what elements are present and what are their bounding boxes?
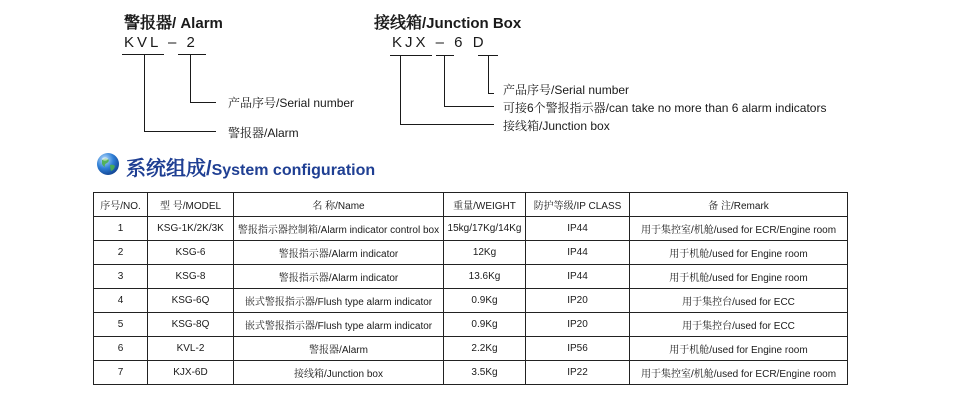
cell-ip-class: IP20: [526, 313, 630, 337]
table-row: [94, 241, 848, 265]
cell-model: KSG-1K/2K/3K: [148, 217, 234, 241]
alarm-serial-connector-h: [190, 102, 216, 103]
junction-type-label: 接线箱/Junction box: [503, 119, 610, 133]
cell-model: KSG-6Q: [148, 289, 234, 313]
cell-remark: 用于集控台/used for ECC: [630, 313, 848, 337]
table-row: [94, 265, 848, 289]
cell-weight: 2.2Kg: [444, 337, 526, 361]
junction-serial-label: 产品序号/Serial number: [503, 83, 630, 97]
section-title-en: System configuration: [211, 162, 376, 179]
cell-name: 接线箱/Junction box: [234, 361, 444, 385]
cell-weight: 0.9Kg: [444, 313, 526, 337]
junction-code-underline-2: [436, 55, 454, 56]
section-title: [126, 152, 375, 181]
junction-capacity-connector-h: [444, 106, 494, 107]
cell-weight: 15kg/17Kg/14Kg: [444, 217, 526, 241]
header-model: 型 号/MODEL: [148, 193, 234, 217]
junction-serial-connector-h: [488, 93, 494, 94]
system-configuration-table: [93, 192, 848, 385]
alarm-code-underline-2: [178, 54, 206, 55]
cell-no: 6: [94, 337, 148, 361]
alarm-serial-label: 产品序号/Serial number: [228, 96, 355, 110]
junction-model-code: KJX – 6 D: [392, 34, 487, 51]
junction-capacity-connector-v: [444, 55, 445, 106]
table-row: [94, 289, 848, 313]
cell-weight: 3.5Kg: [444, 361, 526, 385]
cell-name: 警报指示器控制箱/Alarm indicator control box: [234, 217, 444, 241]
cell-name: 警报器/Alarm: [234, 337, 444, 361]
cell-weight: 12Kg: [444, 241, 526, 265]
cell-no: 2: [94, 241, 148, 265]
cell-remark: 用于集控室/机舱/used for ECR/Engine room: [630, 361, 848, 385]
table-row: [94, 313, 848, 337]
cell-name: 警报指示器/Alarm indicator: [234, 241, 444, 265]
cell-no: 3: [94, 265, 148, 289]
cell-ip-class: IP44: [526, 265, 630, 289]
table-row: [94, 337, 848, 361]
section-title-slash: /: [206, 158, 212, 180]
globe-icon: [96, 152, 120, 176]
cell-remark: 用于机舱/used for Engine room: [630, 337, 848, 361]
cell-remark: 用于集控室/机舱/used for ECR/Engine room: [630, 217, 848, 241]
alarm-title: [124, 10, 223, 33]
alarm-title-cn: 警报器: [124, 15, 173, 32]
cell-ip-class: IP44: [526, 241, 630, 265]
junction-title: [374, 10, 521, 33]
alarm-serial-connector-v: [190, 54, 191, 102]
section-title-cn: 系统组成: [126, 158, 206, 180]
cell-no: 4: [94, 289, 148, 313]
cell-ip-class: IP20: [526, 289, 630, 313]
junction-title-en: /Junction Box: [422, 15, 522, 32]
cell-remark: 用于机舱/used for Engine room: [630, 265, 848, 289]
header-ip-class: 防护等级/IP CLASS: [526, 193, 630, 217]
header-weight: 重量/WEIGHT: [444, 193, 526, 217]
table-row: [94, 361, 848, 385]
junction-code-underline-1: [390, 55, 432, 56]
alarm-code-underline-1: [122, 54, 164, 55]
junction-type-connector-v: [400, 55, 401, 124]
cell-model: KJX-6D: [148, 361, 234, 385]
header-remark: 备 注/Remark: [630, 193, 848, 217]
alarm-title-en: / Alarm: [172, 15, 223, 32]
header-no: 序号/NO.: [94, 193, 148, 217]
cell-model: KSG-6: [148, 241, 234, 265]
cell-name: 警报指示器/Alarm indicator: [234, 265, 444, 289]
cell-remark: 用于集控台/used for ECC: [630, 289, 848, 313]
alarm-type-connector-v: [144, 54, 145, 132]
cell-model: KSG-8: [148, 265, 234, 289]
alarm-model-code: KVL – 2: [124, 34, 198, 51]
cell-ip-class: IP56: [526, 337, 630, 361]
cell-weight: 0.9Kg: [444, 289, 526, 313]
alarm-type-label: 警报器/Alarm: [228, 126, 299, 140]
table-header-row: [94, 193, 848, 217]
cell-ip-class: IP22: [526, 361, 630, 385]
junction-serial-connector-v: [488, 55, 489, 93]
cell-no: 7: [94, 361, 148, 385]
header-name: 名 称/Name: [234, 193, 444, 217]
table-row: [94, 217, 848, 241]
junction-title-cn: 接线箱: [374, 15, 423, 32]
cell-no: 5: [94, 313, 148, 337]
junction-capacity-label: 可接6个警报指示器/can take no more than 6 alarm indicators: [503, 101, 827, 115]
cell-weight: 13.6Kg: [444, 265, 526, 289]
cell-no: 1: [94, 217, 148, 241]
junction-type-connector-h: [400, 124, 494, 125]
cell-model: KSG-8Q: [148, 313, 234, 337]
cell-remark: 用于机舱/used for Engine room: [630, 241, 848, 265]
cell-name: 嵌式警报指示器/Flush type alarm indicator: [234, 313, 444, 337]
cell-model: KVL-2: [148, 337, 234, 361]
cell-ip-class: IP44: [526, 217, 630, 241]
alarm-type-connector-h: [144, 131, 216, 132]
cell-name: 嵌式警报指示器/Flush type alarm indicator: [234, 289, 444, 313]
